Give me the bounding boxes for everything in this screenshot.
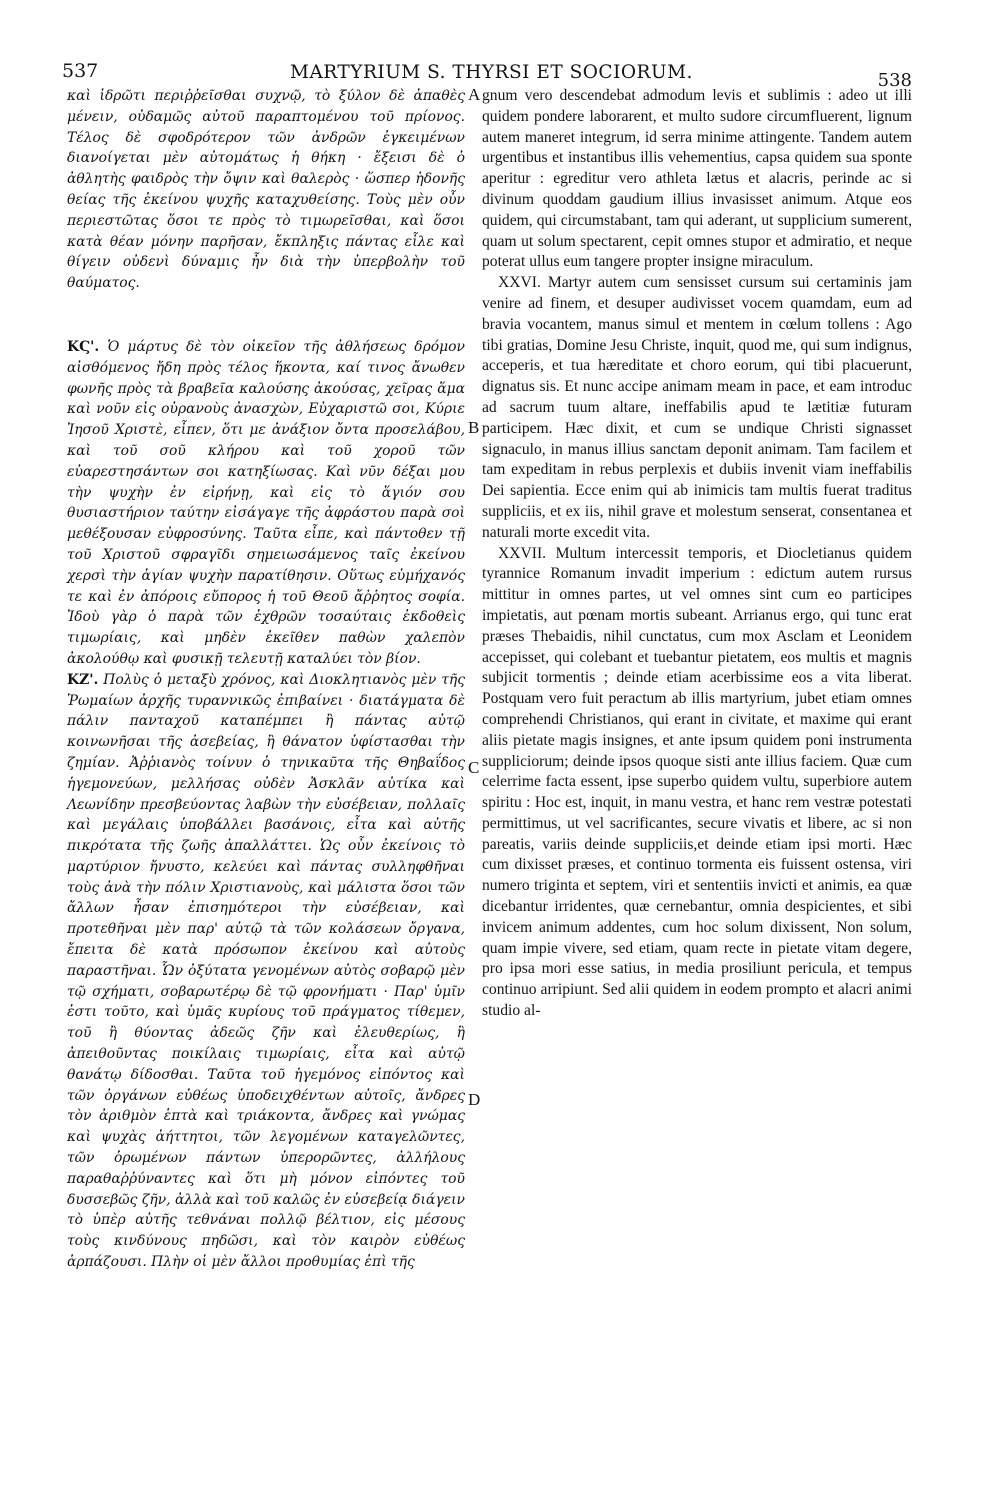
latin-paragraph-27: XXVII. Multum intercessit temporis, et Diocletianus quidem tyrannice Romanum invadit imperium : edictum autem rursus mittitur in omnes partes, ut vel omnes sint cum eo participes impietatis, aut pœnam mortis subeant. Arrianus ergo, qui tunc erat præses Thebaidis, nihil cunctatus, cum mox Asclam et Leonidem accepisset, qui colebant et tuebantur pietatem, eos multis et magnis subjicit tormentis ; deinde etiam acerbissime eos a vita liberat. Postquam vero fuit peractum ab illis martyrium, jubet etiam omnes comprehendi Christianos, qui erant in civitate, et maxime qui erant aliis pietate magis insignes, et ante ipsum quidem poni instrumenta suppliciorum; deinde ipsos quoque sisti ante illius faciem. Quæ cum celerrime facta essent, ipse superbo quidem vultu, superbiore autem spiritu : Hoc est, inquit, in manu vestra, et hanc rem vestræ potestati permittimus, ut vel sacrificantes, secure vivatis et libere, ac si non pareatis, variis deinde suppliciis,et deinde etiam ipsi morti. Hæc cum dixisset præses, et continuo tormenta eis fuissent ostensa, viri numero triginta et septem, viri et sententiis invicti et animis, ea quæ dicebantur irridentes, quæ cernebantur, omnia despicientes, et sibi invicem animum addentes, cum hoc solum dixissent, Non solum, quam impie vivere, sed etiam, quam recte in pietate vitam degere, pro ipsa mori esse satius, in media prosiliunt pericula, et tempus continuo arripiunt. Sed alii quidem in eodem prompto et alacri animi studio al- [482, 544, 912, 1020]
margin-letter-c: C [468, 758, 480, 777]
latin-column [482, 86, 912, 1022]
greek-paragraph-text: Πολὺς ὁ μεταξὺ χρόνος, καὶ Διοκλητιανὸς μὲν τῆς Ῥωμαίων ἀρχῆς τυραννικῶς ἐπιβαίνει · διατάγματα δὲ πάλιν πανταχοῦ καταπέμπει ἢ πάντας αὐτῷ κοινωνῆσαι τῆς ἀσεβείας, ἢ θάνατον ὑφίστασθαι τὴν ζημίαν. Ἀῤῥιανὸς τοίνυν ὁ τηνικαῦτα τῆς Θηβαΐδος ἡγεμονεύων, μελλήσας οὐδὲν Ἀσκλᾶν αὐτίκα καὶ Λεωνίδην πρεσβεύοντας λαβὼν τὴν εὐσέβειαν, πολλαῖς καὶ μεγάλαις ὑποβάλλει βασάνοις, εἶτα καὶ αὐτῆς πικρότατα τῆς ζωῆς ἀπαλλάττει. Ὡς οὖν ἐκείνοις τὸ μαρτύριον ἤνυστο, κελεύει καὶ πάντας συλληφθῆναι τοὺς ἀνὰ τὴν πόλιν Χριστιανοὺς, καὶ μάλιστα ὅσοι τῶν ἄλλων ἦσαν ἐπισημότεροι τὴν εὐσέβειαν, καὶ προτεθῆναι μὲν παρ' αὐτῷ τὰ τῶν κολάσεων ὄργανα, ἔπειτα δὲ κατὰ πρόσωπον ἐκείνου καὶ αὐτοὺς παραστῆναι. Ὧν ὀξύτατα γενομένων αὐτὸς σοβαρῷ μὲν τῷ σχήματι, σοβαρωτέρῳ δὲ τῷ φρονήματι · Παρ' ὑμῖν ἐστι τοῦτο, καὶ ὑμᾶς κυρίους τοῦ πράγματος τίθεμεν, τοῦ ἢ θύοντας ἀδεῶς ζῆν καὶ ἐλευθερίως, ἢ ἀπειθοῦντας ποικίλαις τιμωρίαις, εἶτα καὶ αὐτῷ θανάτῳ δίδοσθαι. Ταῦτα τοῦ ἡγεμόνος εἰπόντος καὶ τῶν ὀργάνων εὐθέως ὑποδειχθέντων αὐτοῖς, ἄνδρες τὸν ἀριθμὸν ἑπτὰ καὶ τριάκοντα, ἄνδρες καὶ γνώμας καὶ ψυχὰς ἀήττητοι, τῶν λεγομένων καταγελῶντες, τῶν ὁρωμένων πάντων ὑπερορῶντες, ἀλλήλους παραθαῤῥύναντες καὶ ὅτι μὴ μόνον εἰπόντες τοῦ δυσσεβῶς ζῆν, ἀλλὰ καὶ τοῦ καλῶς ἐν εὐσεβείᾳ διάγειν τὸ ὑπὲρ αὐτῆς τεθνάναι πολλῷ βέλτιον, εἰς μέσους τοὺς κινδύνους πηδῶσι, καὶ τὸν καιρὸν εὐθέως ἁρπάζουσι. Πλὴν οἱ μὲν ἄλλοι προθυμίας ἐπὶ τῆς [67, 671, 465, 1271]
greek-column [67, 86, 465, 1273]
greek-paragraph-27 [67, 670, 465, 1273]
margin-letter-b: B [468, 418, 480, 437]
page-number-left: 537 [62, 60, 99, 82]
margin-letter-d: D [468, 1090, 481, 1109]
section-number: ΚϚ'. [67, 338, 100, 355]
section-number: ΚΖ'. [67, 671, 99, 688]
latin-paragraph: gnum vero descendebat admodum levis et sublimis : adeo ut illi quidem pondere laborarent, et multo sudore circumfluerent, lignum autem maneret integrum, id serra minime attingente. Tandem autem urgentibus et instantibus illis vehementius, capsa quidem sua sponte aperitur : egreditur vero athleta lætus et alacris, perinde ac si divinum quoddam gaudium illius invasisset animum. Atque eos quidem, qui circumstabant, tam qui aderant, ut supplicium sumerent, quam ut solum spectarent, cepit omnes stupor et admiratio, et neque poterat ullus eum tangere propter insigne miraculum. [482, 87, 912, 271]
running-title: MARTYRIUM S. THYRSI ET SOCIORUM. [290, 62, 693, 83]
page-number-right: 538 [877, 70, 912, 91]
greek-paragraph: καὶ ἱδρῶτι περιῤῥεῖσθαι συχνῷ, τὸ ξύλον δὲ ἀπαθὲς μένειν, οὐδαμῶς αὐτοῦ παραπτομένου τοῦ πρίονος. Τέλος δὲ σφοδρότερον τῶν ἀνδρῶν ἐγκειμένων διανοίγεται μὲν αὐτομάτως ἡ θήκη · ἔξεισι δὲ ὁ ἀθλητὴς φαιδρὸς τὴν ὄψιν καὶ θαλερὸς · ὥσπερ ἡδονῆς θείας τῆς ἐκείνου ψυχῆς καταχυθείσης. Τοὺς μὲν οὖν περιεστῶτας ὅσοι τε πρὸς τὸ τιμωρεῖσθαι, καὶ ὅσοι κατὰ θέαν μόνην παρῆσαν, ἔκπληξις πάντας εἷλε καὶ θίγειν οὐδενὶ δύναμις ἦν διὰ τὴν ὑπερβολὴν τοῦ θαύματος. [67, 88, 465, 292]
greek-paragraph-text: Ὁ μάρτυς δὲ τὸν οἰκεῖον τῆς ἀθλήσεως δρόμον αἰσθόμενος ἤδη πρὸς τέλος ἥκοντα, καί τινος ἄνωθεν φωνῆς πρὸς τὰ βραβεῖα καλούσης ἀκούσας, χεῖρας ἅμα καὶ νοῦν εἰς οὐρανοὺς ἀνασχὼν, Εὐχαριστῶ σοι, Κύριε Ἰησοῦ Χριστὲ, εἶπεν, ὅτι με ἀνάξιον ὄντα προσελάβου, καὶ τοῦ σοῦ κλήρου καὶ τοῦ χοροῦ τῶν εὐαρεστησάντων σοι κατηξίωσας. Καὶ νῦν δέξαι μου τὴν ψυχὴν ἐν εἰρήνῃ, καὶ εἰς τὸ ἅγιόν σου θυσιαστήριον ταύτην εἰσάγαγε τῆς ἀφράστου παρὰ σοὶ μεθέξουσαν εὐφροσύνης. Ταῦτα εἶπε, καὶ πάντοθεν τῇ τοῦ Χριστοῦ σφραγῖδι σημειωσάμενος ταῖς ἐκείνου χερσὶ τὴν ἁγίαν ψυχὴν παρατίθησιν. Οὕτως εὐμήχανός τε καὶ ἐν ἀπόροις εὔπορος ἡ τοῦ Θεοῦ ἄῤῥητος σοφία. Ἰδοὺ γὰρ ὁ παρὰ τῶν ἐχθρῶν τοσαύταις ἐκδοθεὶς τιμωρίαις, καὶ μηδὲν ἐκεῖθεν παθὼν χαλεπὸν ἀκολούθῳ καὶ φυσικῇ τελευτῇ καταλύει τὸν βίον. [67, 338, 465, 667]
margin-letter-a: A [468, 85, 481, 104]
latin-paragraph-26: XXVI. Martyr autem cum sensisset cursum sui certaminis jam venire ad finem, et desuper audivisset vocem quamdam, eum ad bravia vocantem, manus simul et mentem in cœlum tollens : Ago tibi gratias, Domine Jesu Christe, inquit, quod me, qui sum indignus, acceperis, et tua hæreditate et choro eorum, qui tibi placuerunt, dignatus sis. Et nunc accipe animam meam in pace, et eam introduc ad sacrum tuum altare, ineffabilis apud te lætitiæ futuram participem. Hæc dixit, et cum se undique Christi signasset signaculo, in manus illius sanctam deponit animam. Tam facilem et tam expeditam in rebus perplexis et dubiis invenit viam ineffabilis Dei sapientia. Ecce enim qui ab inimicis tam multis fuerat traditus suppliciis, et ex iis, nihil grave et molestum senserat, consentanea et naturali morte excedit vita. [482, 274, 912, 541]
greek-paragraph-26 [67, 337, 465, 670]
